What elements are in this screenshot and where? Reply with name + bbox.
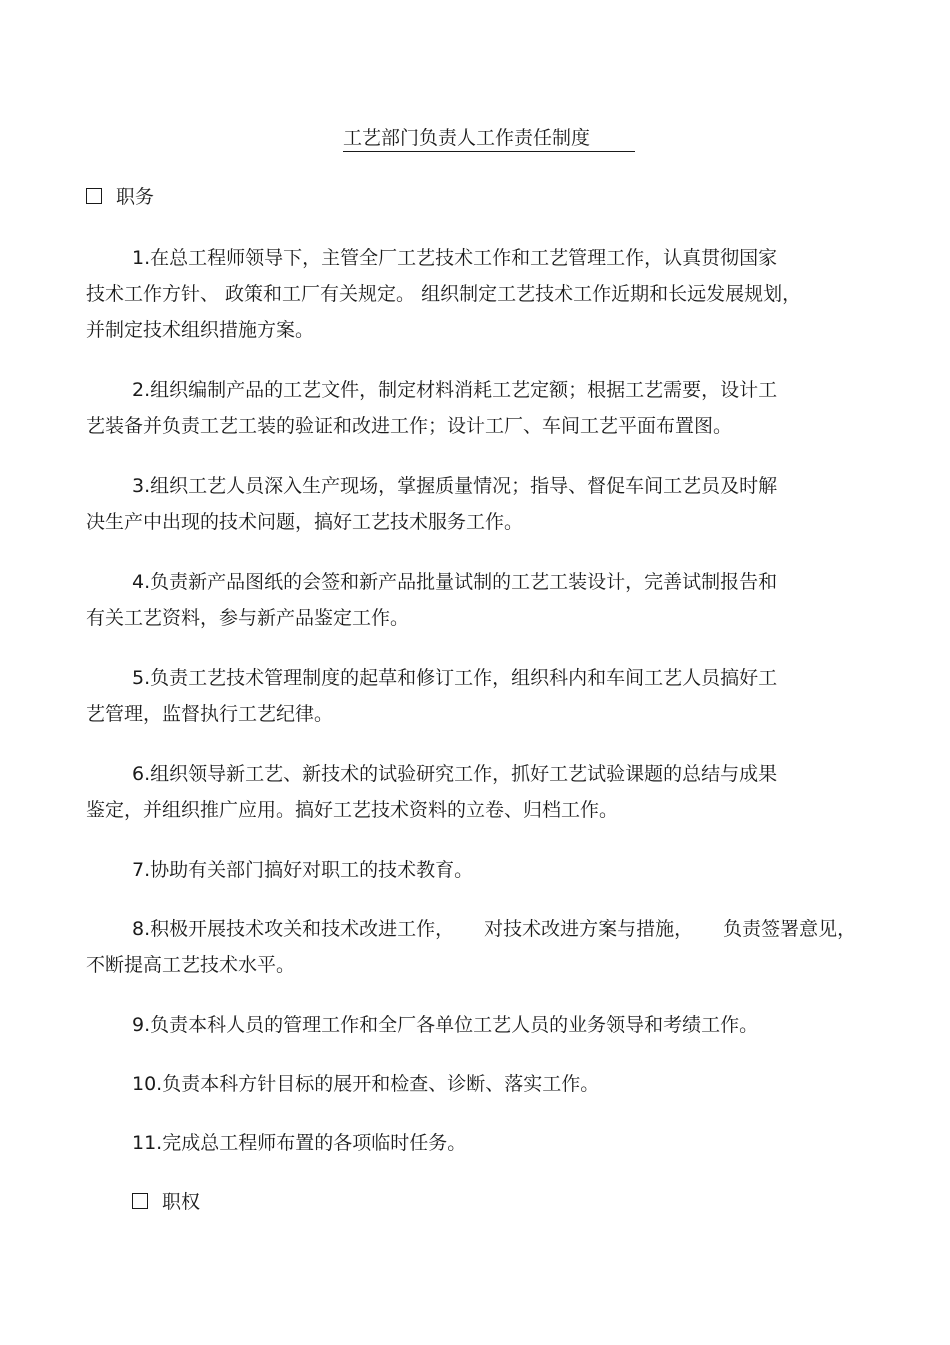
- duty-item-10-line-1: 10.负责本科方针目标的展开和检查、诊断、落实工作。: [132, 1073, 600, 1095]
- duty-item-6: [86, 756, 886, 828]
- duty-item-9: [86, 1007, 886, 1043]
- duty-item-8-part-1: 8.积极开展技术攻关和技术改进工作，: [132, 918, 455, 940]
- duty-item-2-line-2: 艺装备并负责工艺工装的验证和改进工作；设计工厂、车间工艺平面布置图。: [86, 415, 733, 437]
- duty-item-5-line-1: 5.负责工艺技术管理制度的起草和修订工作，组织科内和车间工艺人员搞好工: [132, 667, 778, 689]
- document-title: 工艺部门负责人工作责任制度: [343, 126, 635, 152]
- section-duties-label: 职务: [116, 186, 155, 208]
- checkbox-icon: [132, 1193, 148, 1209]
- duty-item-4-line-1: 4.负责新产品图纸的会签和新产品批量试制的工艺工装设计，完善试制报告和: [132, 571, 778, 593]
- duty-item-3-line-1: 3.组织工艺人员深入生产现场，掌握质量情况；指导、督促车间工艺员及时解: [132, 475, 778, 497]
- duty-item-1-line-2: 技术工作方针、 政策和工厂有关规定。 组织制定工艺技术工作近期和长远发展规划，: [86, 283, 802, 305]
- duty-item-8-part-3: 负责签署意见，: [723, 918, 857, 940]
- duty-item-8-part-2: 对技术改进方案与措施，: [484, 918, 694, 940]
- duty-item-11-line-1: 11.完成总工程师布置的各项临时任务。: [132, 1132, 467, 1154]
- duty-item-5-line-2: 艺管理，监督执行工艺纪律。: [86, 703, 334, 725]
- duty-item-7: [86, 852, 886, 888]
- duty-item-6-line-2: 鉴定，并组织推广应用。搞好工艺技术资料的立卷、归档工作。: [86, 799, 619, 821]
- duty-item-8-line-1: [86, 911, 886, 947]
- checkbox-icon: [86, 188, 102, 204]
- duty-item-8: [86, 911, 886, 983]
- duty-item-1: [86, 240, 886, 348]
- section-powers-label: 职权: [162, 1191, 201, 1213]
- duty-item-6-line-1: 6.组织领导新工艺、新技术的试验研究工作，抓好工艺试验课题的总结与成果: [132, 763, 778, 785]
- duty-item-7-line-1: 7.协助有关部门搞好对职工的技术教育。: [132, 859, 474, 881]
- section-duties-heading: [86, 185, 154, 209]
- duty-item-1-line-3: 并制定技术组织措施方案。: [86, 319, 315, 341]
- duty-item-2: [86, 372, 886, 444]
- duty-item-3: [86, 468, 886, 540]
- duty-item-10: [86, 1066, 886, 1102]
- duty-item-9-line-1: 9.负责本科人员的管理工作和全厂各单位工艺人员的业务领导和考绩工作。: [132, 1014, 759, 1036]
- section-powers-heading: [132, 1190, 200, 1214]
- duty-item-5: [86, 660, 886, 732]
- duty-item-8-line-2: 不断提高工艺技术水平。: [86, 954, 296, 976]
- duty-item-1-line-1: 1.在总工程师领导下，主管全厂工艺技术工作和工艺管理工作，认真贯彻国家: [132, 247, 778, 269]
- duty-item-4: [86, 564, 886, 636]
- duty-item-4-line-2: 有关工艺资料，参与新产品鉴定工作。: [86, 607, 410, 629]
- duty-item-11: [86, 1125, 886, 1161]
- duty-item-3-line-2: 决生产中出现的技术问题，搞好工艺技术服务工作。: [86, 511, 524, 533]
- duty-item-2-line-1: 2.组织编制产品的工艺文件，制定材料消耗工艺定额；根据工艺需要，设计工: [132, 379, 778, 401]
